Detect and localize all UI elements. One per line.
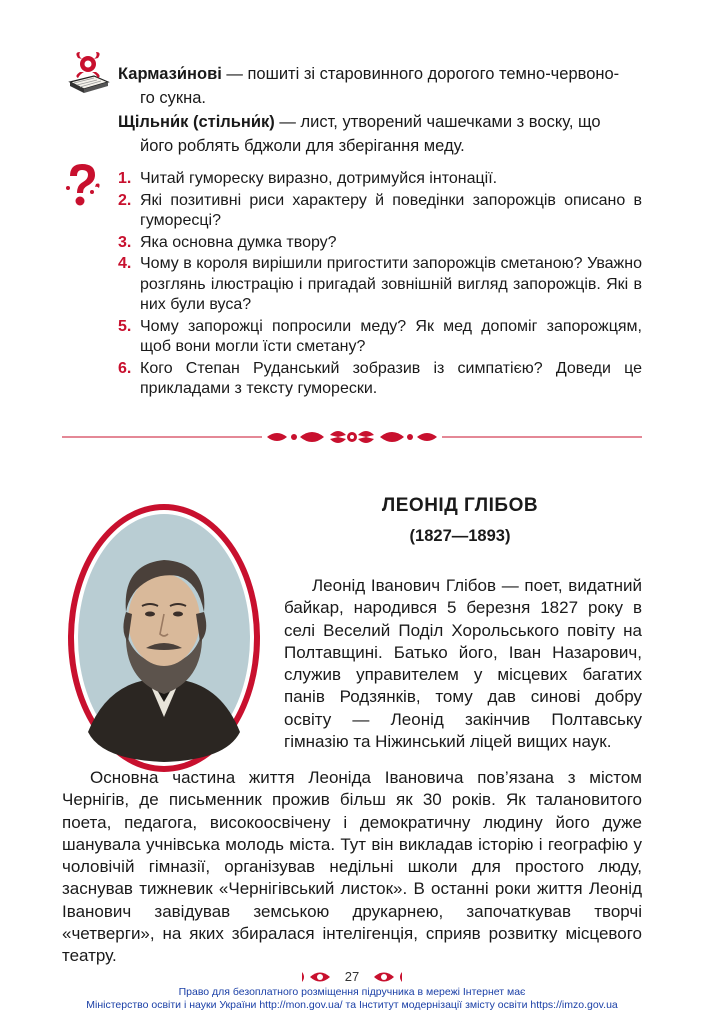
glossary-entry bbox=[118, 112, 642, 133]
question-item bbox=[118, 233, 642, 254]
question-text: Читай гумореску виразно, дотримуйся інтонації. bbox=[140, 170, 498, 187]
footer-line: Міністерство освіти і науки України http://mon.gov.ua/ та Інститут модернізації змісту освіти https://imzo.gov.ua bbox=[86, 999, 618, 1011]
question-text: Чому в короля вирішили пригостити запорожців сметаною? Уважно розглянь ілюстрацію і пригадай зовнішній вигляд запорожців. Які в них були вуса? bbox=[140, 255, 642, 313]
ornamental-divider bbox=[62, 425, 642, 449]
glossary-definition: — лист, утворений чашечками з воску, що bbox=[274, 113, 601, 131]
glossary-continuation: його роблять бджоли для зберігання меду. bbox=[140, 137, 465, 155]
question-number: 1. bbox=[118, 170, 132, 187]
bio-paragraph: Леонід Іванович Глібов — поет, видатний байкар, народився 5 березня 1827 року в селі Веселий Поділ Хорольського повіту на Полтавщині. Батько його, Іван Назарович, служив управителем у місцевих багатих панів Родзянків, тому дав синові добру освіту — Леонід закінчив Полтавську гімназію та Ніжинський ліцей вищих наук. bbox=[284, 576, 642, 752]
question-text: Чому запорожці попросили меду? Як мед допоміг запорожцям, щоб вони могли їсти сметану? bbox=[140, 317, 642, 355]
question-number: 2. bbox=[118, 191, 132, 209]
page-number: 27 bbox=[344, 969, 360, 984]
footer-notice bbox=[62, 986, 642, 1012]
question-mark-icon bbox=[62, 162, 102, 208]
question-item bbox=[118, 317, 642, 358]
question-number: 3. bbox=[118, 233, 132, 251]
glossary-continuation: го сукна. bbox=[140, 89, 207, 107]
glossary bbox=[118, 64, 642, 160]
dictionary-book-icon bbox=[64, 48, 112, 96]
glossary-definition: — пошиті зі старовинного дорогого темно-червоно- bbox=[221, 65, 620, 83]
glibov-portrait bbox=[66, 502, 262, 774]
glossary-term: Щільни́к (стільни́к) bbox=[118, 113, 275, 131]
question-number: 6. bbox=[118, 359, 132, 377]
question-text: Кого Степан Руданський зобразив із симпатією? Доведи це прикладами з тексту гуморески. bbox=[140, 359, 642, 397]
question-text: Яка основна думка твору? bbox=[140, 233, 337, 251]
question-item bbox=[118, 169, 642, 190]
bio-paragraph: Основна частина життя Леоніда Івановича пов’язана з містом Чернігів, де письменник прожив більш як 30 років. Як талановитого поета, педагога, високоосвічену і демократичну людину його дуже шанувала учнівська молодь міста. Тут він викладав історію і географію у чоловічій гімназії, організував недільні школи для простого люду, заснував тижневик «Чернігівський листок». В останні роки життя Леонід Іванович завідував земською друкарнею, започаткував творчі «четверги», на яких збиралася інтелігенція, сприяв розвитку місцевого театру. bbox=[62, 768, 642, 966]
question-text: Які позитивні риси характеру й поведінки запорожців описано в гуморесці? bbox=[140, 191, 642, 229]
author-years: (1827—1893) bbox=[409, 527, 511, 545]
question-item bbox=[118, 254, 642, 316]
question-number: 4. bbox=[118, 255, 132, 272]
author-name: ЛЕОНІД ГЛІБОВ bbox=[381, 495, 539, 516]
footer-line: Право для безоплатного розміщення підручника в мережі Інтернет має bbox=[178, 986, 526, 998]
glossary-entry bbox=[118, 64, 642, 85]
glossary-term: Кармази́нові bbox=[118, 65, 222, 83]
question-item bbox=[118, 359, 642, 400]
question-number: 5. bbox=[118, 317, 132, 335]
questions-list bbox=[118, 169, 642, 401]
question-item bbox=[118, 191, 642, 232]
